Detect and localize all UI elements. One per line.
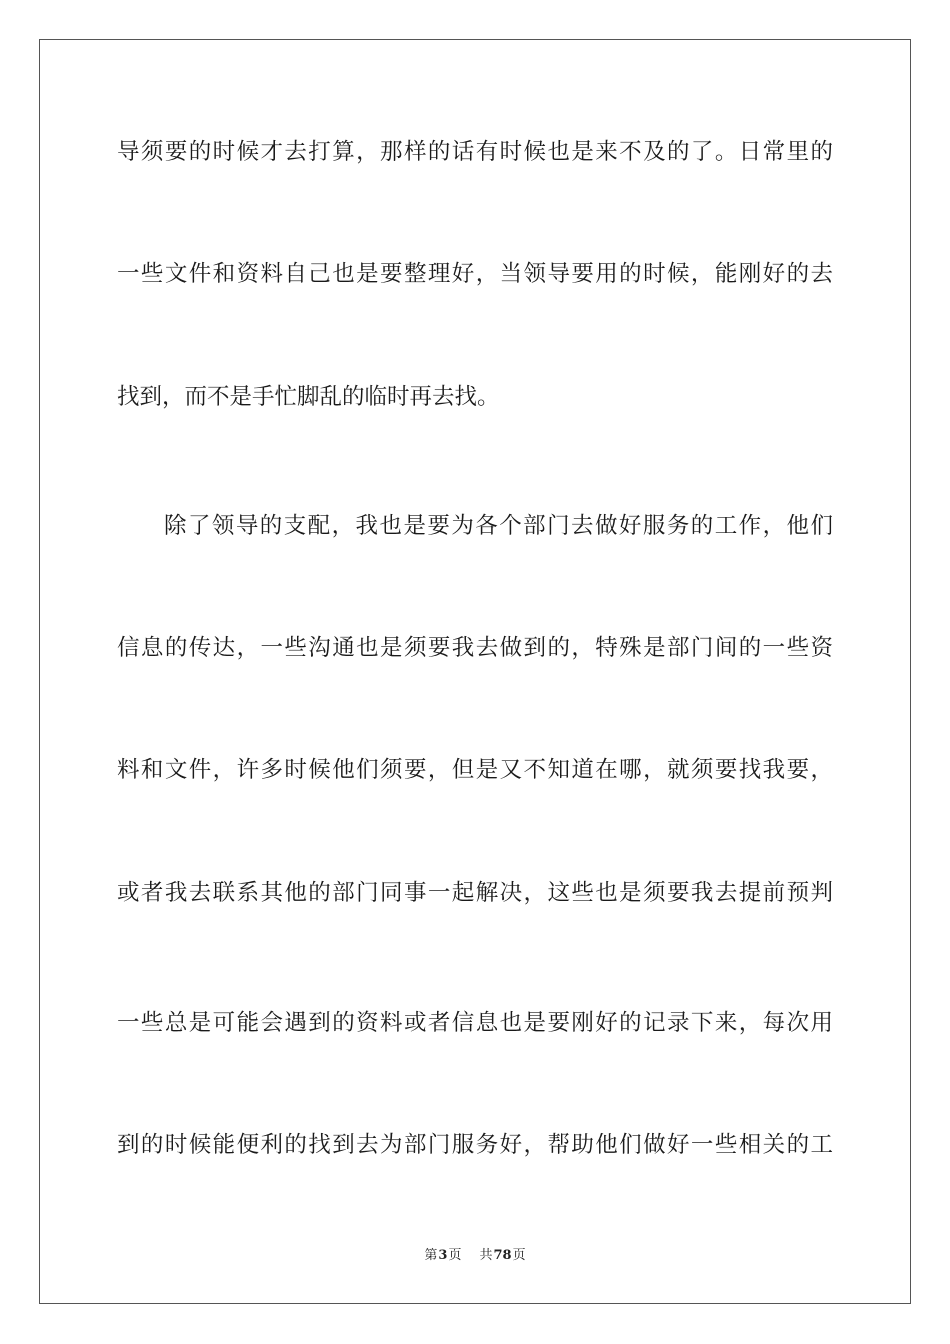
paragraph-first-line: 除了领导的支配，我也是要为各个部门去做好服务的工作，他们	[164, 513, 833, 539]
total-prefix: 共	[479, 1248, 493, 1263]
text-line: 料和文件，许多时候他们须要，但是又不知道在哪，就须要找我要，	[117, 757, 833, 783]
current-page-number: 3	[438, 1248, 448, 1263]
total-page-count: 78	[493, 1248, 512, 1263]
text-line: 找到，而不是手忙脚乱的临时再去找。	[117, 384, 500, 410]
text-line: 导须要的时候才去打算，那样的话有时候也是来不及的了。日常里的	[117, 139, 833, 165]
page-prefix: 第	[424, 1248, 438, 1263]
text-line: 一些文件和资料自己也是要整理好，当领导要用的时候，能刚好的去	[117, 261, 833, 287]
text-line: 到的时候能便利的找到去为部门服务好，帮助他们做好一些相关的工	[117, 1132, 833, 1158]
page-footer	[0, 1247, 950, 1265]
text-line: 或者我去联系其他的部门同事一起解决，这些也是须要我去提前预判	[117, 880, 833, 906]
total-suffix: 页	[512, 1248, 526, 1263]
text-line: 信息的传达，一些沟通也是须要我去做到的，特殊是部门间的一些资	[117, 635, 833, 661]
page-border	[39, 39, 911, 1304]
text-line: 一些总是可能会遇到的资料或者信息也是要刚好的记录下来，每次用	[117, 1010, 833, 1036]
page-suffix: 页	[448, 1248, 462, 1263]
